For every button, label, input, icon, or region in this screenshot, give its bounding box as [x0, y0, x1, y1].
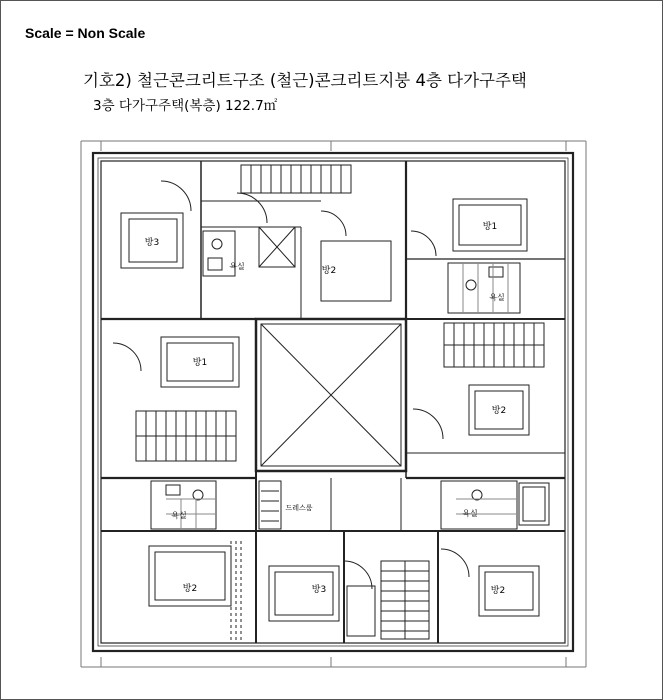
room-label-bang2-bot-left: 방2	[182, 584, 198, 594]
room-label-bath-top-left: 욕실	[229, 262, 245, 271]
scale-label: Scale = Non Scale	[25, 25, 146, 41]
drawing-subtitle: 3층 다가구주택(복층) 122.7㎡	[93, 98, 278, 114]
room-label-bang2-mid-right: 방2	[491, 406, 507, 416]
room-label-bath-mid-left: 욕실	[171, 511, 187, 520]
room-label-bang2-bot-right: 방2	[490, 586, 506, 596]
room-label-bang3-bot-mid: 방3	[311, 585, 327, 595]
room-label-bang1-mid-left: 방1	[192, 358, 208, 368]
room-label-bath-mid-right: 욕실	[462, 509, 478, 518]
drawing-title: 기호2) 철근콘크리트구조 (철근)콘크리트지붕 4층 다가구주택	[83, 71, 527, 90]
room-label-bang1-top-right: 방1	[482, 222, 498, 232]
room-label-bath-top-right: 욕실	[489, 293, 505, 302]
room-label-dress-room: 드레스룸	[285, 504, 313, 512]
room-label-bang2-top-mid: 방2	[321, 266, 337, 276]
room-label-bang3-top-left: 방3	[144, 238, 160, 248]
floor-plan	[1, 1, 662, 699]
